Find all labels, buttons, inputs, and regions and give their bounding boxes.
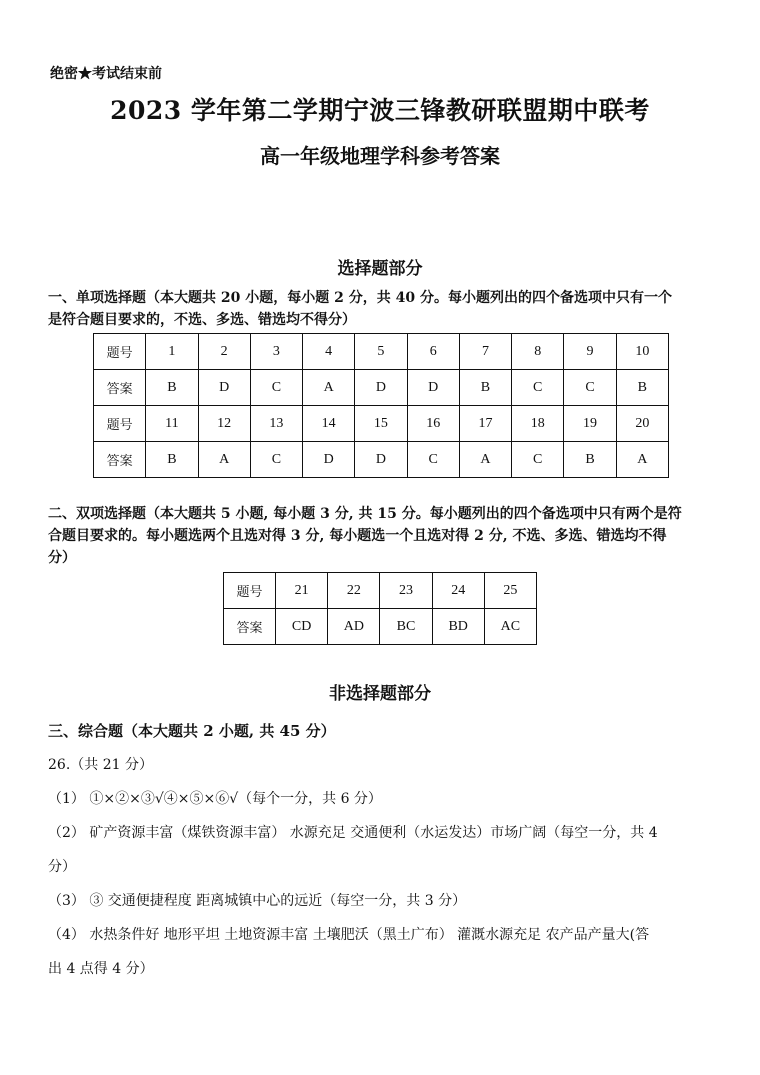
single-choice-intro-line: 是符合题目要求的，不选、多选、错选均不得分） [48, 312, 356, 328]
single-choice-intro-line: 一、单项选择题（本大题共 20 小题，每小题 2 分，共 40 分。每小题列出的四个备选项中只有一个 [48, 290, 672, 306]
row-label-answer: 答案 [224, 609, 276, 645]
answer-cell: B [564, 442, 616, 478]
question-number: 18 [512, 406, 564, 442]
answer-block [48, 748, 716, 986]
question-number: 12 [198, 406, 250, 442]
answer-cell: D [355, 370, 407, 406]
answer-cell: CD [276, 609, 328, 645]
table-row [94, 370, 669, 406]
answer-line: （3） ③ 交通便捷程度 距离城镇中心的远近（每空一分，共 3 分） [48, 893, 467, 909]
question-number: 5 [355, 334, 407, 370]
answer-cell: D [407, 370, 459, 406]
answer-cell: A [198, 442, 250, 478]
row-label-question: 题号 [94, 334, 146, 370]
table-row [94, 406, 669, 442]
part3-heading: 三、综合题（本大题共 2 小题, 共 45 分） [48, 722, 336, 740]
table-row [224, 609, 537, 645]
double-choice-intro-line: 合题目要求的。每小题选两个且选对得 3 分, 每小题选一个且选对得 2 分, 不选、多选、错选均不得 [48, 528, 667, 544]
question-number: 15 [355, 406, 407, 442]
row-label-question: 题号 [94, 406, 146, 442]
answer-line: （4） 水热条件好 地形平坦 土地资源丰富 土壤肥沃（黑土广布） 灌溉水源充足 农产品产量大(答 [48, 927, 650, 943]
q26-title: 26.（共 21 分） [48, 757, 153, 773]
double-choice-intro-line: 二、双项选择题（本大题共 5 小题, 每小题 3 分, 共 15 分。每小题列出的四个备选项中只有两个是符 [48, 506, 682, 522]
answer-cell: C [512, 370, 564, 406]
page-subtitle: 高一年级地理学科参考答案 [260, 144, 500, 168]
choice-section-heading: 选择题部分 [337, 259, 423, 279]
table-row [224, 573, 537, 609]
answer-line: （2） 矿产资源丰富（煤铁资源丰富） 水源充足 交通便利（水运发达）市场广阔（每空一分，共 4 [48, 825, 658, 841]
question-number: 4 [303, 334, 355, 370]
double-choice-intro [48, 503, 716, 569]
question-number: 10 [616, 334, 668, 370]
answer-cell: C [512, 442, 564, 478]
question-number: 17 [459, 406, 511, 442]
answer-cell: A [303, 370, 355, 406]
question-number: 25 [484, 573, 536, 609]
answer-cell: BD [432, 609, 484, 645]
confidential-mark: 绝密★考试结束前 [50, 66, 162, 82]
question-number: 6 [407, 334, 459, 370]
question-number: 22 [328, 573, 380, 609]
answer-cell: B [459, 370, 511, 406]
answer-cell: C [407, 442, 459, 478]
question-number: 2 [198, 334, 250, 370]
answer-line: （1） ①×②×③√④×⑤×⑥√（每个一分，共 6 分） [48, 791, 382, 807]
answer-line: 出 4 点得 4 分） [48, 961, 154, 977]
page-title: 2023 学年第二学期宁波三锋教研联盟期中联考 [110, 96, 650, 125]
row-label-question: 题号 [224, 573, 276, 609]
question-number: 23 [380, 573, 432, 609]
question-number: 1 [146, 334, 198, 370]
single-choice-intro [48, 287, 716, 331]
answer-cell: C [564, 370, 616, 406]
answer-cell: D [198, 370, 250, 406]
answer-cell: B [146, 442, 198, 478]
question-number: 14 [303, 406, 355, 442]
answer-line: 分） [48, 859, 76, 875]
answer-cell: B [146, 370, 198, 406]
answer-cell: B [616, 370, 668, 406]
question-number: 3 [250, 334, 302, 370]
double-choice-answer-table [223, 572, 537, 645]
question-number: 21 [276, 573, 328, 609]
table-row [94, 442, 669, 478]
answer-cell: C [250, 442, 302, 478]
question-number: 16 [407, 406, 459, 442]
question-number: 24 [432, 573, 484, 609]
answer-cell: D [303, 442, 355, 478]
question-number: 11 [146, 406, 198, 442]
row-label-answer: 答案 [94, 370, 146, 406]
question-number: 20 [616, 406, 668, 442]
answer-cell: BC [380, 609, 432, 645]
answer-cell: D [355, 442, 407, 478]
question-number: 13 [250, 406, 302, 442]
question-number: 7 [459, 334, 511, 370]
question-number: 9 [564, 334, 616, 370]
row-label-answer: 答案 [94, 442, 146, 478]
answer-cell: AD [328, 609, 380, 645]
nonchoice-section-heading: 非选择题部分 [329, 684, 431, 704]
double-choice-intro-line: 分） [48, 550, 76, 566]
table-row [94, 334, 669, 370]
answer-cell: C [250, 370, 302, 406]
answer-cell: A [459, 442, 511, 478]
answer-cell: AC [484, 609, 536, 645]
single-choice-answer-table [93, 333, 669, 478]
answer-cell: A [616, 442, 668, 478]
question-number: 19 [564, 406, 616, 442]
question-number: 8 [512, 334, 564, 370]
